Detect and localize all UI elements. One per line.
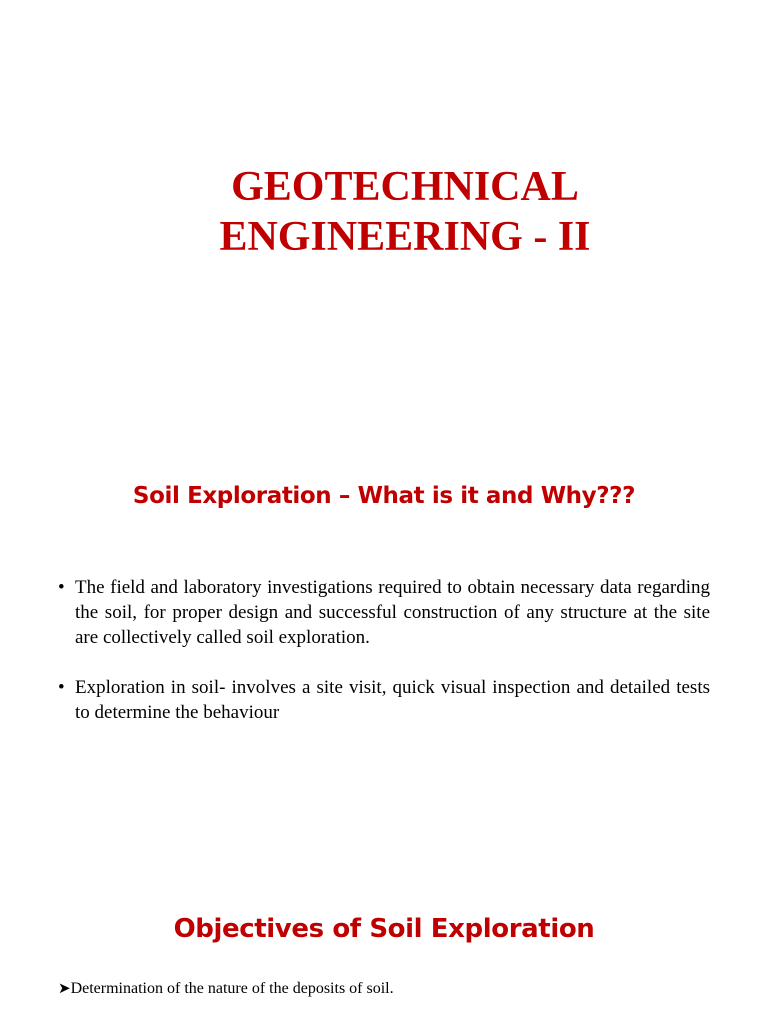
objective-item-text: Determination of the nature of the deposits of soil. <box>70 980 394 997</box>
objective-item <box>58 979 394 999</box>
title-line-1: GEOTECHNICAL <box>231 164 579 210</box>
arrow-bullet-icon: ➤ <box>58 981 71 997</box>
soil-exploration-bullet-list <box>58 575 710 750</box>
bullet-item-exploration: • Exploration in soil- involves a site visit, quick visual inspection and detailed tests to determine the behaviour <box>58 675 710 725</box>
section-heading-objectives: Objectives of Soil Exploration <box>173 914 595 944</box>
section-heading-soil-exploration: Soil Exploration – What is it and Why??? <box>132 483 636 509</box>
page-title <box>0 162 768 262</box>
title-line-2: ENGINEERING - II <box>219 214 591 260</box>
bullet-item-definition: • The field and laboratory investigations required to obtain necessary data regarding the soil, for proper design and successful construction of any structure at the site are collectively called soil exploration. <box>58 575 710 650</box>
